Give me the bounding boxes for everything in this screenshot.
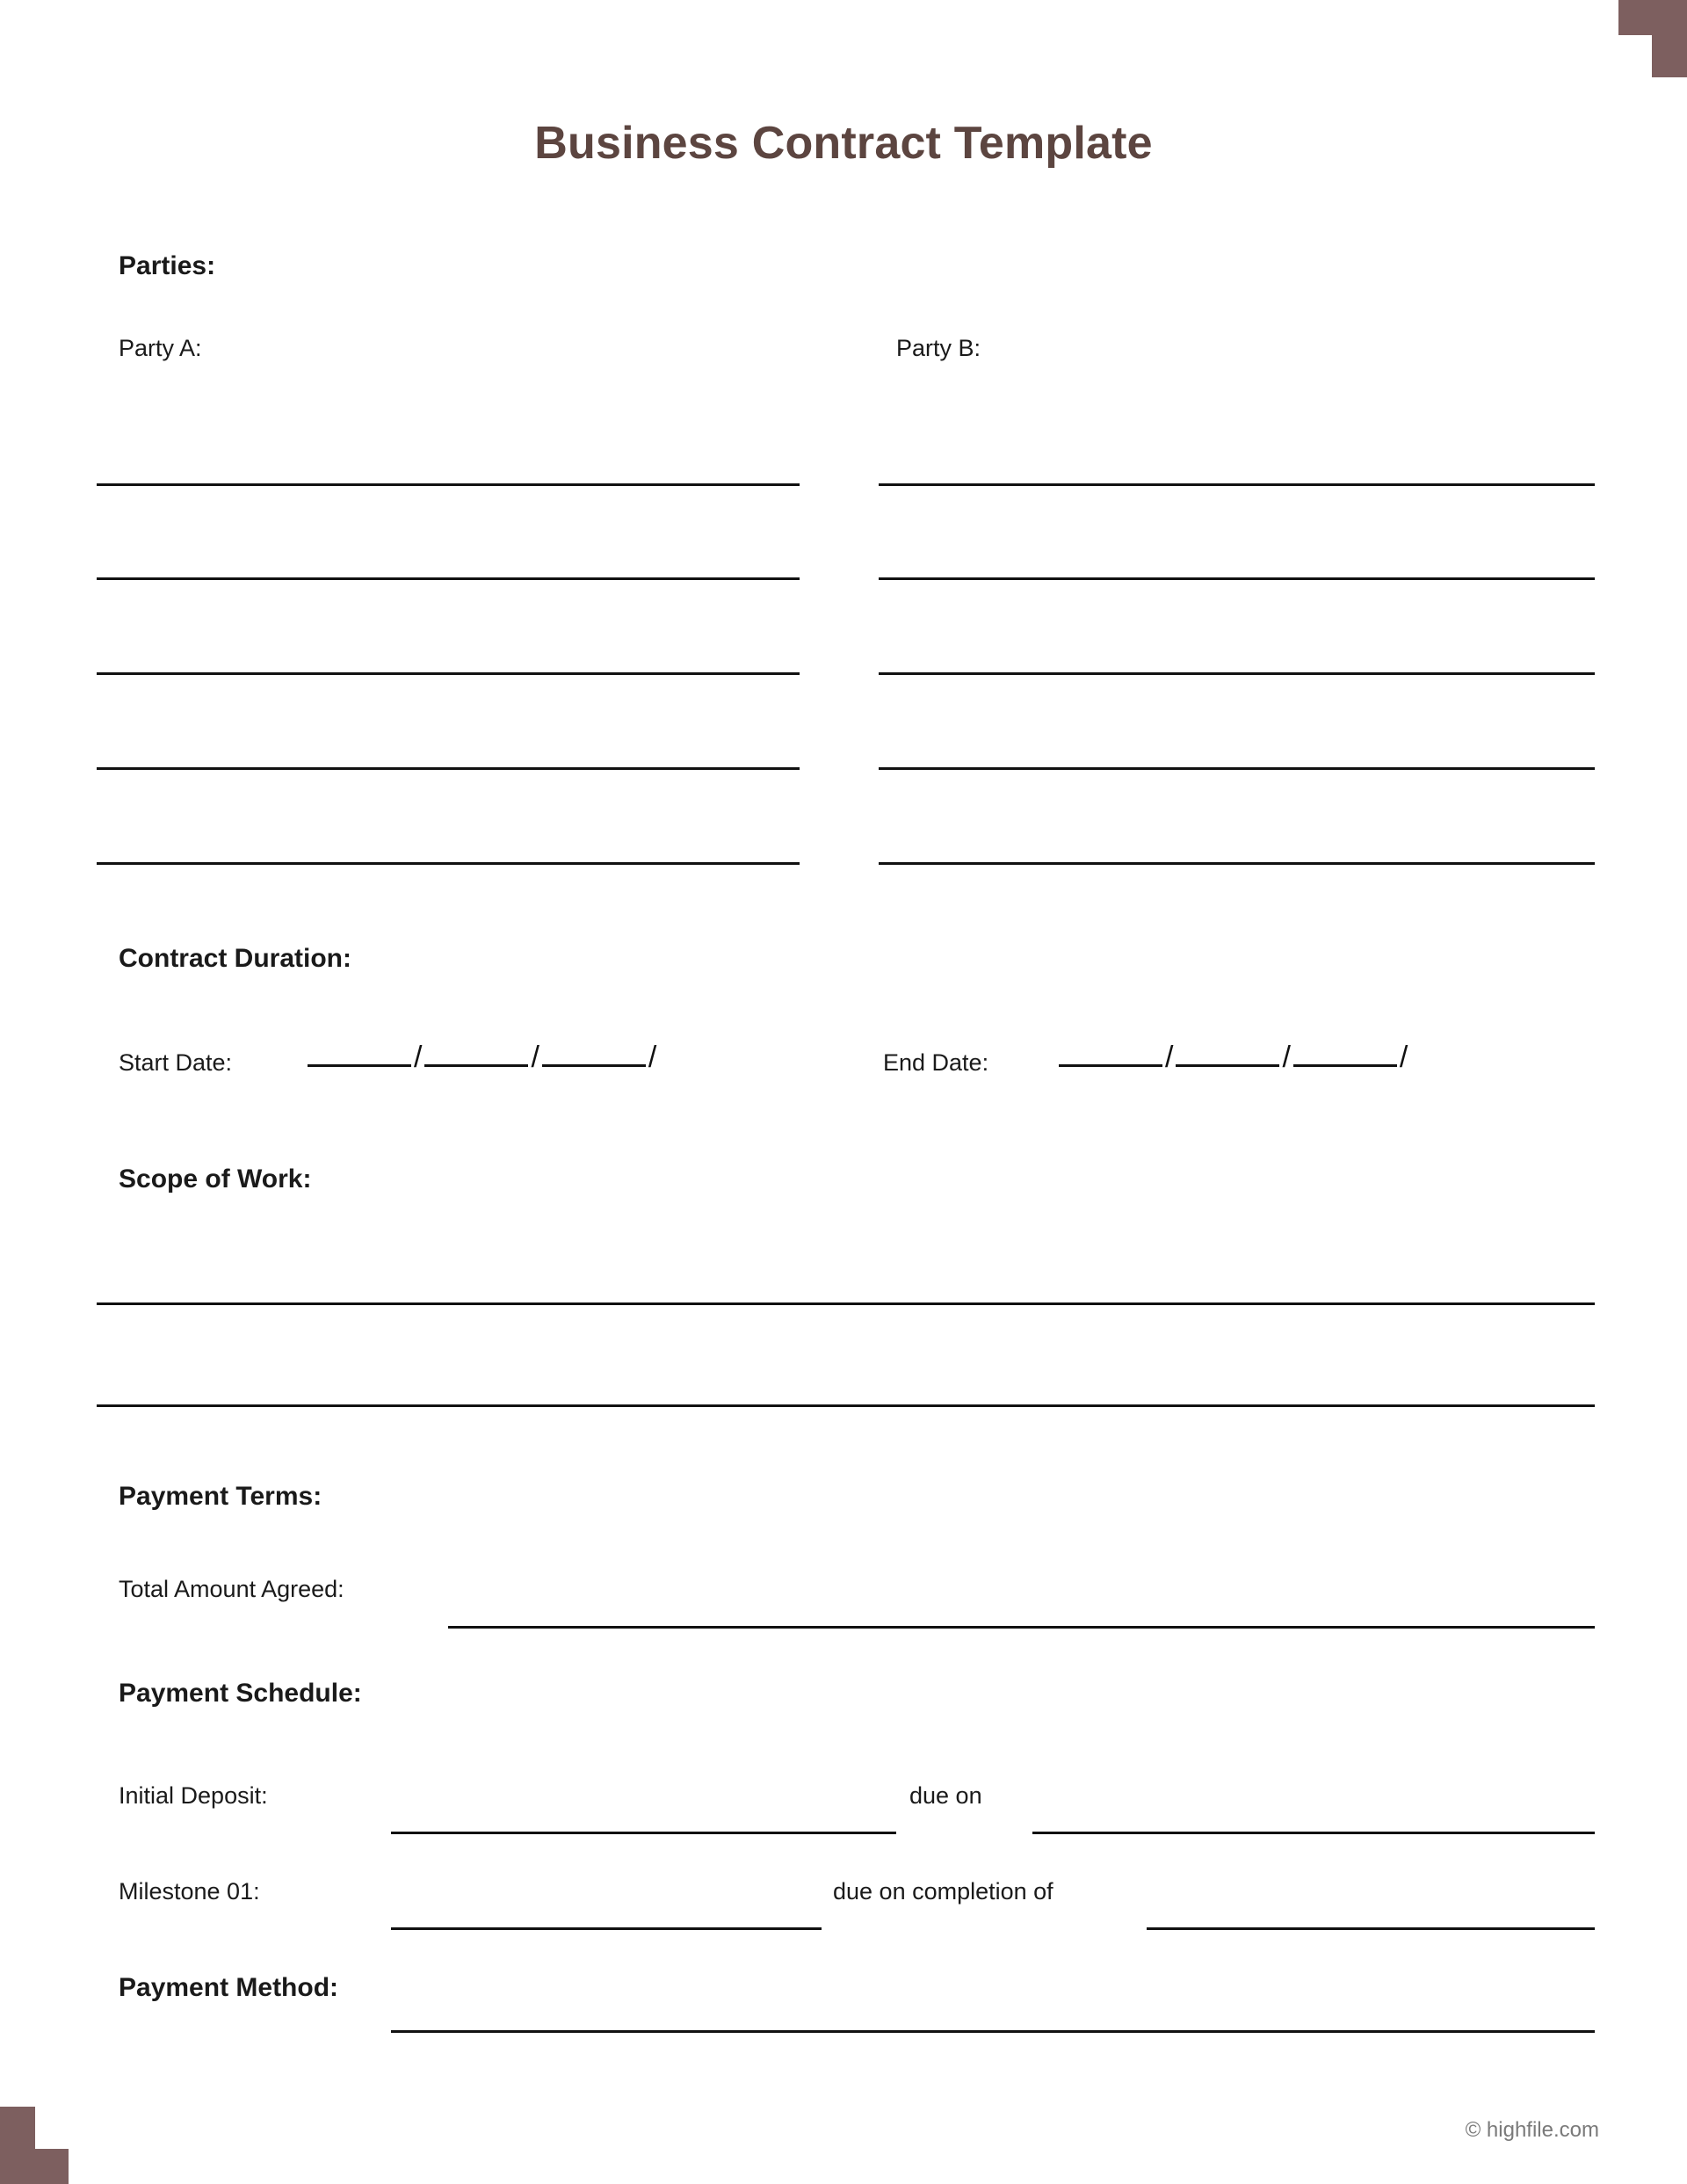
corner-bar-horizontal [1618,0,1687,35]
label-start-date: Start Date: [119,1049,233,1076]
label-end-date: End Date: [883,1049,989,1076]
party-b-line-3[interactable] [879,672,1595,675]
start-date-separator-3: / [648,1041,657,1074]
corner-bar-horizontal [0,2149,69,2184]
section-heading-payment-terms: Payment Terms: [119,1482,322,1511]
end-date-separator-2: / [1282,1041,1291,1074]
party-a-line-3[interactable] [97,672,800,675]
footer-copyright: © highfile.com [1465,2118,1599,2142]
initial-deposit-due-date-line[interactable] [1032,1832,1595,1834]
start-date-separator-1: / [414,1041,423,1074]
section-heading-payment-schedule: Payment Schedule: [119,1679,362,1708]
party-b-line-4[interactable] [879,767,1595,770]
start-date-segment-2[interactable] [424,1041,528,1067]
start-date-separator-2: / [531,1041,539,1074]
label-milestone-01: Milestone 01: [119,1878,260,1905]
end-date-separator-1: / [1165,1041,1174,1074]
end-date-segment-3[interactable] [1293,1041,1397,1067]
section-heading-contract-duration: Contract Duration: [119,944,351,973]
corner-bar-vertical [0,2107,35,2184]
payment-method-line[interactable] [391,2030,1595,2033]
end-date-field[interactable] [1059,1041,1410,1074]
scope-of-work-line-1[interactable] [97,1302,1595,1305]
party-b-line-2[interactable] [879,577,1595,580]
start-date-segment-1[interactable] [308,1041,411,1067]
party-b-line-1[interactable] [879,483,1595,486]
party-a-line-5[interactable] [97,862,800,865]
party-b-line-5[interactable] [879,862,1595,865]
total-amount-agreed-line[interactable] [448,1626,1595,1629]
connector-milestone-due-on-completion: due on completion of [833,1878,1053,1905]
end-date-segment-2[interactable] [1176,1041,1279,1067]
connector-initial-deposit-due-on: due on [909,1782,982,1809]
label-party-a: Party A: [119,335,202,361]
scope-of-work-line-2[interactable] [97,1404,1595,1407]
milestone-01-completion-line[interactable] [1147,1927,1595,1930]
page-title: Business Contract Template [534,118,1153,169]
label-initial-deposit: Initial Deposit: [119,1782,268,1809]
label-total-amount-agreed: Total Amount Agreed: [119,1576,344,1602]
end-date-segment-1[interactable] [1059,1041,1162,1067]
section-heading-parties: Parties: [119,251,216,280]
label-party-b: Party B: [896,335,981,361]
end-date-separator-3: / [1399,1041,1408,1074]
party-a-line-2[interactable] [97,577,800,580]
section-heading-scope-of-work: Scope of Work: [119,1165,312,1194]
label-payment-method: Payment Method: [119,1973,339,2002]
corner-bar-vertical [1652,0,1687,77]
initial-deposit-amount-line[interactable] [391,1832,896,1834]
party-a-line-4[interactable] [97,767,800,770]
party-a-line-1[interactable] [97,483,800,486]
start-date-segment-3[interactable] [542,1041,646,1067]
milestone-01-amount-line[interactable] [391,1927,822,1930]
start-date-field[interactable] [308,1041,659,1074]
corner-ornament-top-right [1617,0,1687,79]
corner-ornament-bottom-left [0,2105,70,2184]
